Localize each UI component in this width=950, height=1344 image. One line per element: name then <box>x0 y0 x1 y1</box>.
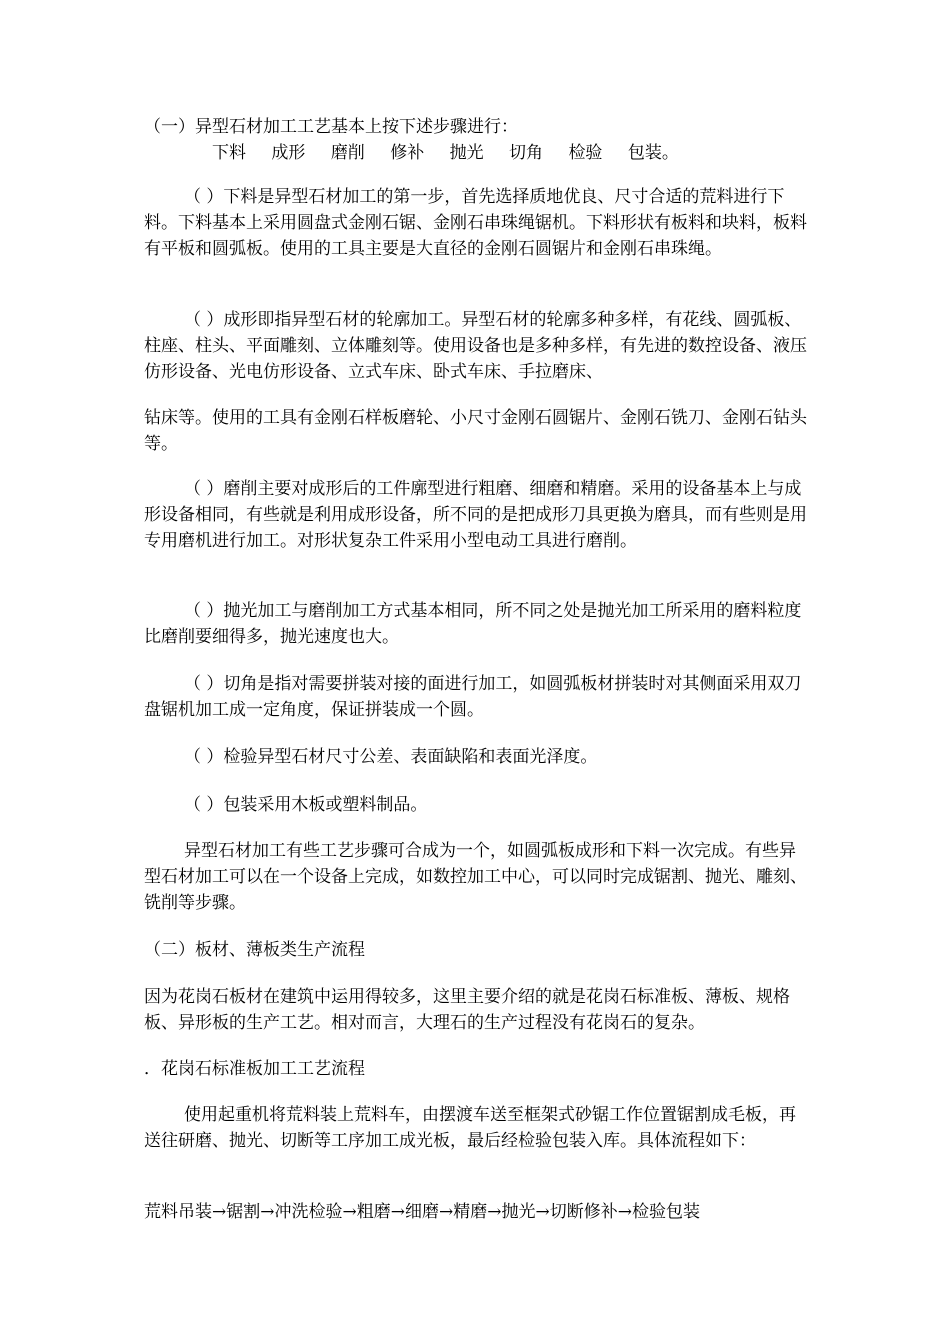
step-item: 抛光 <box>449 143 484 163</box>
subsection-heading: ．花岗石标准板加工工艺流程 <box>144 1059 365 1079</box>
step-item: 检验 <box>568 143 603 163</box>
step-item: 下料 <box>212 143 246 163</box>
paragraph-chamfer: （ ）切角是指对需要拼装对接的面进行加工，如圆弧板材拼装时对其侧面采用双刀盘锯机加工成一定角度，保证拼装成一个圆。 <box>144 674 802 720</box>
step-item: 包装。 <box>627 143 679 163</box>
paragraph-process: 使用起重机将荒料装上荒料车，由摆渡车送至框架式砂锯工作位置锯割成毛板，再送往研磨、抛光、切断等工序加工成光板，最后经检验包装入库。具体流程如下： <box>144 1105 796 1151</box>
step-item: 切角 <box>509 143 544 163</box>
paragraph-grinding: （ ）磨削主要对成形后的工件廓型进行粗磨、细磨和精磨。采用的设备基本上与成形设备相同，有些就是利用成形设备，所不同的是把成形刀具更换为磨具，而有些则是用专用磨机进行加工。对形状复杂工件采用小型电动工具进行磨削。 <box>144 479 807 551</box>
step-item: 修补 <box>390 143 425 163</box>
section-heading-2: （二）板材、薄板类生产流程 <box>144 940 365 960</box>
process-steps-line <box>212 140 699 166</box>
paragraph-forming-continued: 钻床等。使用的工具有金刚石样板磨轮、小尺寸金刚石圆锯片、金刚石铣刀、金刚石钻头等。 <box>144 408 807 454</box>
paragraph-packaging: （ ）包装采用木板或塑料制品。 <box>184 795 428 815</box>
step-item: 磨削 <box>330 143 365 163</box>
paragraph-combined-steps: 异型石材加工有些工艺步骤可合成为一个，如圆弧板成形和下料一次完成。有些异型石材加工可以在一个设备上完成，如数控加工中心，可以同时完成锯割、抛光、雕刻、铣削等步骤。 <box>144 841 807 913</box>
process-flow-line: 荒料吊装→锯割→冲洗检验→粗磨→细磨→精磨→抛光→切断修补→检验包装 <box>144 1202 700 1222</box>
paragraph-cutting: （ ）下料是异型石材加工的第一步，首先选择质地优良、尺寸合适的荒料进行下料。下料基本上采用圆盘式金刚石锯、金刚石串珠绳锯机。下料形状有板料和块料，板料有平板和圆弧板。使用的工具主要是大直径的金刚石圆锯片和金刚石串珠绳。 <box>144 187 807 259</box>
paragraph-intro-granite: 因为花岗石板材在建筑中运用得较多，这里主要介绍的就是花岗石标准板、薄板、规格板、异形板的生产工艺。相对而言，大理石的生产过程没有花岗石的复杂。 <box>144 987 790 1033</box>
section-heading-1: （一）异型石材加工工艺基本上按下述步骤进行： <box>144 117 518 137</box>
paragraph-polishing: （ ）抛光加工与磨削加工方式基本相同，所不同之处是抛光加工所采用的磨料粒度比磨削要细得多，抛光速度也大。 <box>144 601 802 647</box>
step-item: 成形 <box>271 143 306 163</box>
paragraph-forming: （ ）成形即指异型石材的轮廓加工。异型石材的轮廓多种多样，有花线、圆弧板、柱座、柱头、平面雕刻、立体雕刻等。使用设备也是多种多样，有先进的数控设备、液压仿形设备、光电仿形设备、立式车床、卧式车床、手拉磨床、 <box>144 310 807 382</box>
paragraph-inspection: （ ）检验异型石材尺寸公差、表面缺陷和表面光泽度。 <box>184 747 598 767</box>
